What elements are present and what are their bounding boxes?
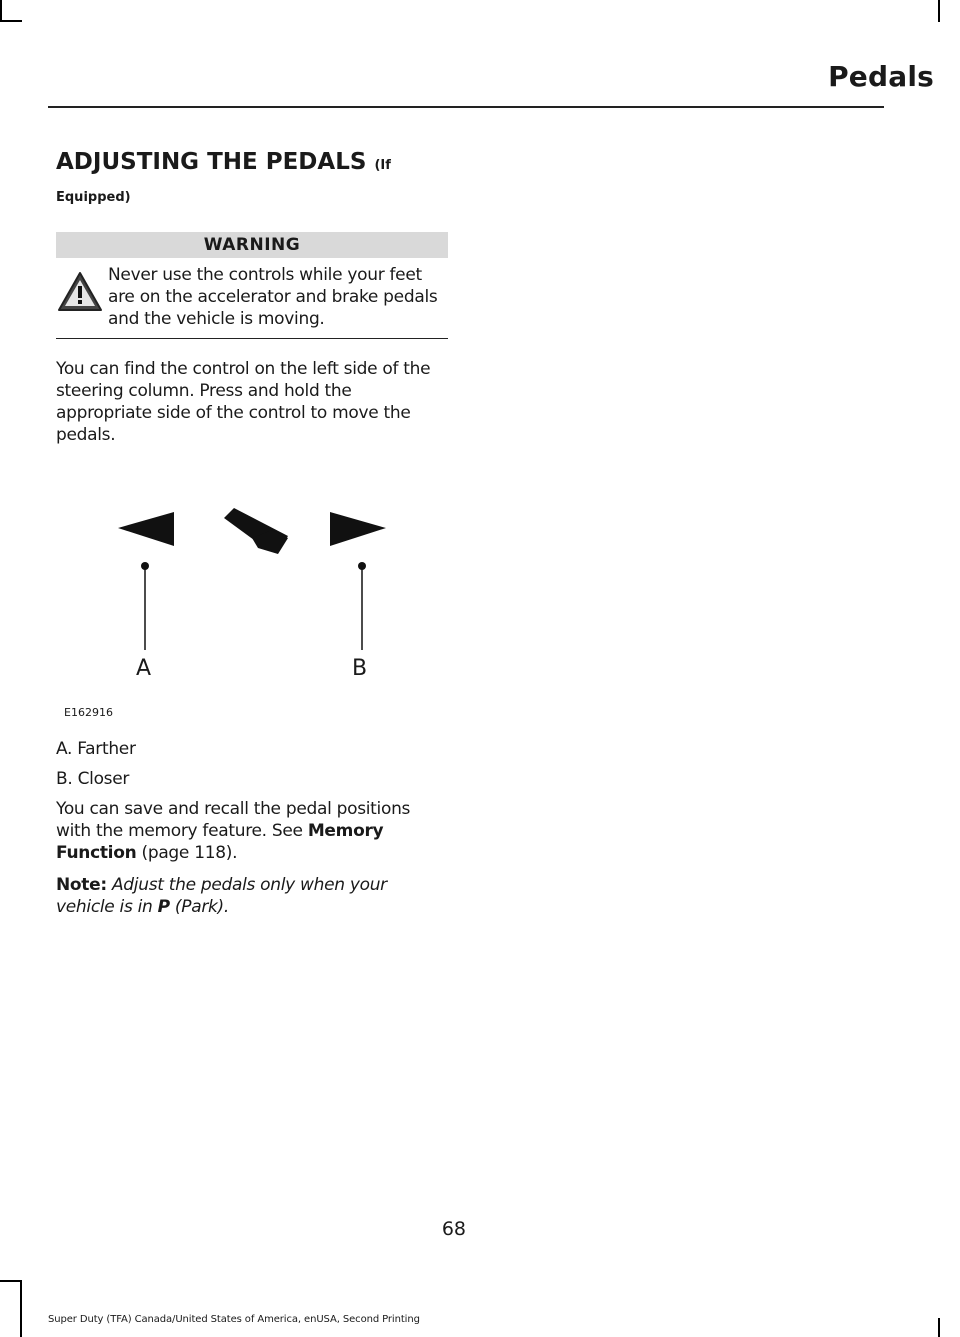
crop-mark bbox=[20, 1280, 22, 1337]
section-title-text: ADJUSTING THE PEDALS bbox=[56, 149, 367, 175]
warning-heading: WARNING bbox=[56, 232, 448, 258]
crop-mark bbox=[0, 0, 2, 22]
warning-box bbox=[56, 262, 448, 339]
note-paragraph bbox=[56, 874, 448, 918]
note-label: Note: bbox=[56, 875, 107, 895]
callout-label-b: B bbox=[352, 656, 368, 681]
warning-triangle-icon bbox=[56, 270, 104, 314]
legend-item-b: B. Closer bbox=[56, 769, 130, 789]
memory-paragraph bbox=[56, 798, 448, 864]
crop-mark bbox=[938, 0, 940, 22]
legend-item-a: A. Farther bbox=[56, 739, 136, 759]
warning-text: Never use the controls while your feet are on the accelerator and brake pedals and the vehicle is moving. bbox=[108, 265, 438, 329]
page-header-title: Pedals bbox=[828, 60, 934, 93]
figure-code: E162916 bbox=[64, 706, 113, 719]
callout-label-a: A bbox=[136, 656, 152, 681]
pedal-control-illustration bbox=[56, 490, 448, 690]
header-divider bbox=[48, 106, 884, 108]
page-number-row bbox=[0, 1218, 934, 1240]
hand-control-icon bbox=[224, 508, 288, 554]
note-text-part: Adjust the pedals only when your vehicle is in bbox=[56, 875, 387, 917]
section-title bbox=[56, 148, 448, 180]
instruction-paragraph: You can find the control on the left side of the steering column. Press and hold the appropriate side of the control to move the pedals. bbox=[56, 359, 431, 445]
crop-mark bbox=[938, 1318, 940, 1337]
page-number: 68 bbox=[441, 1218, 466, 1240]
crop-mark bbox=[0, 1280, 22, 1282]
note-text-part: (Park). bbox=[169, 897, 229, 917]
crop-mark bbox=[0, 20, 22, 22]
page-footer: Super Duty (TFA) Canada/United States of America, enUSA, Second Printing bbox=[48, 1314, 420, 1325]
section-condition-continued: Equipped) bbox=[56, 190, 131, 205]
memory-text: You can save and recall the pedal positions with the memory feature. See bbox=[56, 799, 411, 841]
pedal-control-figure bbox=[56, 490, 448, 730]
memory-page-ref: (page 118). bbox=[136, 843, 238, 863]
section-condition: (If bbox=[374, 158, 391, 173]
memory-function-link[interactable]: Memory Function bbox=[56, 821, 384, 863]
gear-letter: P bbox=[157, 897, 170, 917]
arrow-left-icon bbox=[118, 512, 174, 546]
arrow-right-icon bbox=[330, 512, 386, 546]
